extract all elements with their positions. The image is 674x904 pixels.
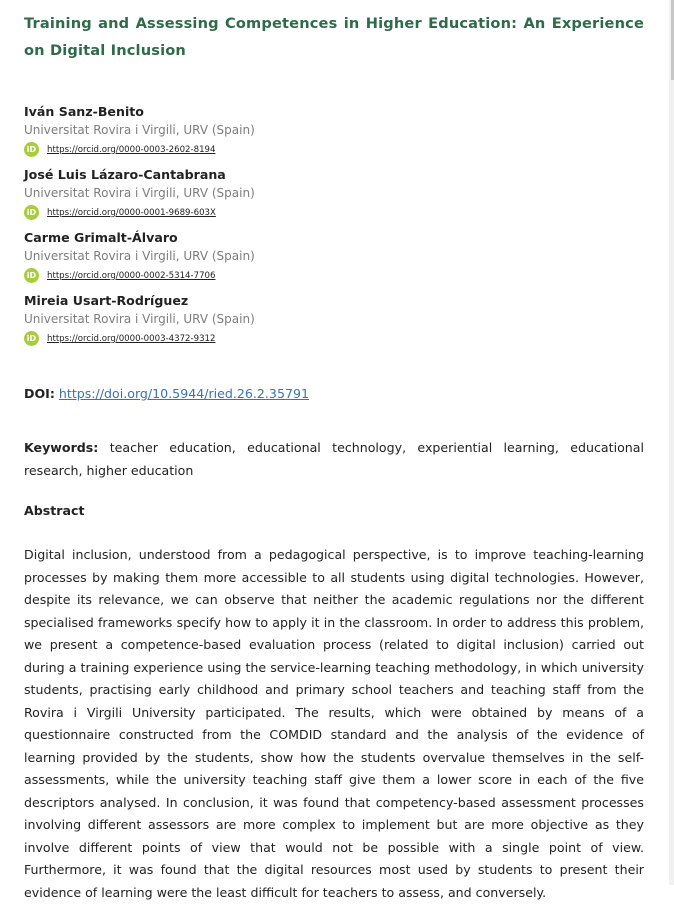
author-list — [24, 102, 644, 348]
author-entry — [24, 291, 644, 348]
orcid-link[interactable]: https://orcid.org/0000-0001-9689-603X — [47, 207, 216, 218]
author-name: Mireia Usart-Rodríguez — [24, 293, 189, 308]
author-affiliation: Universitat Rovira i Virgili, URV (Spain) — [24, 249, 255, 263]
abstract-text: Digital inclusion, understood from a pedagogical perspective, is to improve teaching-learning processes by making them more accessible to all students using digital technologies. However, despite its relevance, we can observe that neither the academic regulations nor the different specialised frameworks specify how to apply it in the classroom. In order to address this problem, we present a competence-based evaluation process (related to digital inclusion) carried out during a training experience using the service-learning teaching methodology, in which university students, practising early childhood and primary school teachers and teaching staff from the Rovira i Virgili University participated. The results, which were obtained by means of a questionnaire constructed from the COMDID standard and the analysis of the evidence of learning provided by the students, show how the students overvalue themselves in the self-assessments, while the university teaching staff give them a lower score in each of the five descriptors analysed. In conclusion, it was found that competency-based assessment processes involving different assessors are more complex to implement but are more objective as they involve different points of view that would not be possible with a single point of view. Furthermore, it was found that the digital resources most used by students to present their evidence of learning were the least difficult for teachers to assess, and conversely. — [24, 547, 644, 900]
orcid-link[interactable]: https://orcid.org/0000-0003-4372-9312 — [47, 333, 216, 344]
orcid-icon: iD — [24, 142, 39, 157]
orcid-link[interactable]: https://orcid.org/0000-0002-5314-7706 — [47, 270, 216, 281]
author-affiliation: Universitat Rovira i Virgili, URV (Spain) — [24, 123, 255, 137]
orcid-icon: iD — [24, 268, 39, 283]
abstract-heading: Abstract — [24, 503, 85, 518]
keywords-text: teacher education, educational technology, experiential learning, educational research, higher education — [24, 440, 644, 478]
doi-link[interactable]: https://doi.org/10.5944/ried.26.2.35791 — [58, 386, 309, 401]
author-entry — [24, 165, 644, 222]
orcid-line — [24, 203, 644, 222]
author-name: Iván Sanz-Benito — [24, 104, 144, 119]
orcid-line — [24, 329, 644, 348]
keywords — [24, 437, 644, 482]
orcid-icon: iD — [24, 205, 39, 220]
author-affiliation: Universitat Rovira i Virgili, URV (Spain) — [24, 186, 255, 200]
author-affiliation: Universitat Rovira i Virgili, URV (Spain) — [24, 312, 255, 326]
orcid-link[interactable]: https://orcid.org/0000-0003-2602-8194 — [47, 144, 216, 155]
article-content — [24, 0, 644, 904]
article-title: Training and Assessing Competences in Higher Education: An Experience on Digital Inclusion — [24, 15, 644, 59]
author-entry — [24, 102, 644, 159]
orcid-line — [24, 266, 644, 285]
doi-label: DOI: — [24, 386, 55, 401]
author-entry — [24, 228, 644, 285]
author-name: José Luis Lázaro-Cantabrana — [24, 167, 226, 182]
orcid-icon: iD — [24, 331, 39, 346]
doi-line — [24, 384, 644, 403]
keywords-label: Keywords: — [24, 440, 99, 455]
author-name: Carme Grimalt-Álvaro — [24, 230, 178, 245]
orcid-line — [24, 140, 644, 159]
scrollbar[interactable] — [669, 0, 674, 885]
